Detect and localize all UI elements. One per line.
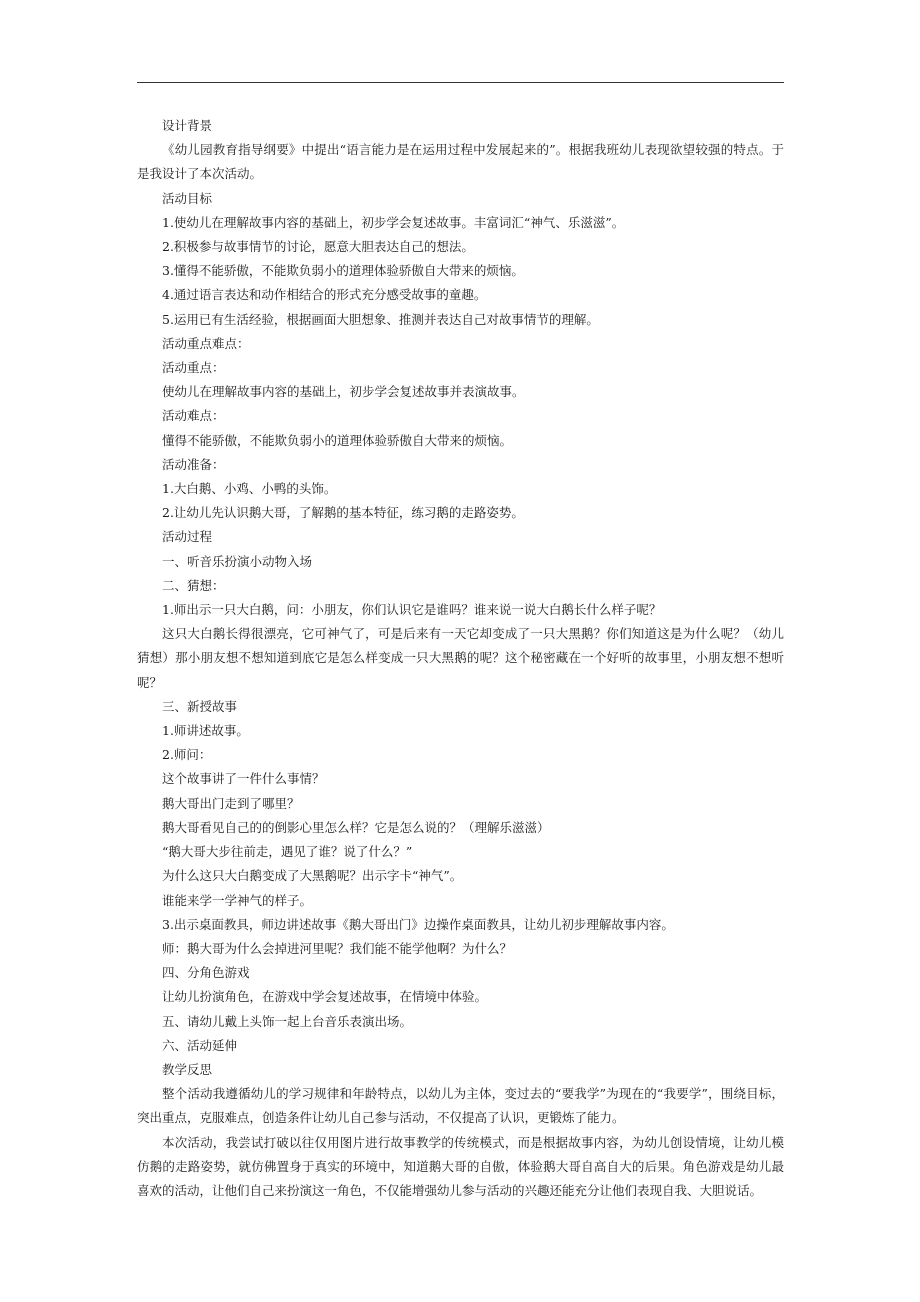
question-item: 鹅大哥看见自己的的倒影心里怎么样？它是怎么说的？（理解乐滋滋） (162, 819, 550, 835)
process-step: 一、听音乐扮演小动物入场 (162, 553, 313, 569)
process-step: 五、请幼儿戴上头饰一起上台音乐表演出场。 (162, 1013, 413, 1029)
heading-key-difficult-points: 活动重点难点： (162, 335, 250, 351)
heading-activity-process: 活动过程 (162, 529, 213, 545)
heading-activity-goals: 活动目标 (162, 190, 213, 206)
heading-reflection: 教学反思 (162, 1061, 213, 1077)
question-item: 为什么这只大白鹅变成了大黑鹅呢？出示字卡“神气”。 (162, 868, 463, 884)
paragraph-reflection: 本次活动，我尝试打破以往仅用图片进行故事教学的传统模式，而是根据故事内容，为幼儿创设情境，让幼儿模仿鹅的走路姿势，就仿佛置身于真实的环境中，知道鹅大哥的自傲，体验鹅大哥自高自大的后果。角色游戏是幼儿最喜欢的活动，让他们自己来扮演这一角色，不仅能增强幼儿参与活动的兴趣还能充分让他们表现自我、大胆说话。 (137, 1134, 784, 1198)
process-text: 师：鹅大哥为什么会掉进河里呢？我们能不能学他啊？为什么？ (162, 940, 513, 956)
process-text: 让幼儿扮演角色，在游戏中学会复述故事，在情境中体验。 (162, 989, 488, 1005)
preparation-item: 1.大白鹅、小鸡、小鸭的头饰。 (162, 481, 337, 497)
process-step: 四、分角色游戏 (162, 965, 250, 981)
process-text: 这只大白鹅长得很漂亮，它可神气了，可是后来有一天它却变成了一只大黑鹅？你们知道这是为什么呢？（幼儿猜想）那小朋友想不想知道到底它是怎么样变成一只大黑鹅的呢？这个秘密藏在一个好听的故事里，小朋友想不想听呢？ (137, 626, 784, 690)
header-rule (137, 82, 784, 83)
goal-item: 1.使幼儿在理解故事内容的基础上，初步学会复述故事。丰富词汇“神气、乐滋滋”。 (162, 214, 625, 230)
goal-item: 5.运用已有生活经验，根据画面大胆想象、推测并表达自己对故事情节的理解。 (162, 311, 599, 327)
process-step: 三、新授故事 (162, 698, 238, 714)
goal-item: 2.积极参与故事情节的讨论，愿意大胆表达自己的想法。 (162, 239, 474, 255)
question-item: 谁能来学一学神气的样子。 (162, 892, 313, 908)
paragraph-difficult-point: 懂得不能骄傲，不能欺负弱小的道理体验骄傲自大带来的烦恼。 (162, 432, 513, 448)
preparation-item: 2.让幼儿先认识鹅大哥，了解鹅的基本特征，练习鹅的走路姿势。 (162, 505, 524, 521)
heading-design-background: 设计背景 (162, 118, 213, 133)
process-text: 1.师出示一只大白鹅，问：小朋友，你们认识它是谁吗？谁来说一说大白鹅长什么样子呢？ (162, 602, 662, 618)
question-item: 这个故事讲了一件什么事情？ (162, 771, 325, 787)
paragraph-reflection: 整个活动我遵循幼儿的学习规律和年龄特点，以幼儿为主体，变过去的“要我学”为现在的“我要学”，围绕目标，突出重点，克服难点，创造条件让幼儿自己参与活动，不仅提高了认识，更锻炼了能力。 (137, 1086, 784, 1126)
heading-difficult-point: 活动难点： (162, 408, 225, 424)
heading-preparation: 活动准备： (162, 456, 225, 472)
document-body (137, 114, 784, 1203)
process-step: 二、猜想： (162, 577, 225, 593)
process-text: 3.出示桌面教具，师边讲述故事《鹅大哥出门》边操作桌面教具，让幼儿初步理解故事内容。 (162, 916, 674, 932)
process-text: 2.师问： (162, 747, 212, 763)
goal-item: 3.懂得不能骄傲，不能欺负弱小的道理体验骄傲自大带来的烦恼。 (162, 263, 524, 279)
process-text: 1.师讲述故事。 (162, 723, 249, 739)
question-item: “鹅大哥大步往前走，遇见了谁？说了什么？” (162, 844, 413, 860)
goal-item: 4.通过语言表达和动作相结合的形式充分感受故事的童趣。 (162, 287, 487, 303)
paragraph-background: 《幼儿园教育指导纲要》中提出“语言能力是在运用过程中发展起来的”。根据我班幼儿表现欲望较强的特点。于是我设计了本次活动。 (137, 142, 784, 182)
paragraph-key-point: 使幼儿在理解故事内容的基础上，初步学会复述故事并表演故事。 (162, 384, 525, 400)
process-step: 六、活动延伸 (162, 1037, 238, 1053)
heading-key-point: 活动重点： (162, 360, 225, 376)
question-item: 鹅大哥出门走到了哪里？ (162, 795, 300, 811)
